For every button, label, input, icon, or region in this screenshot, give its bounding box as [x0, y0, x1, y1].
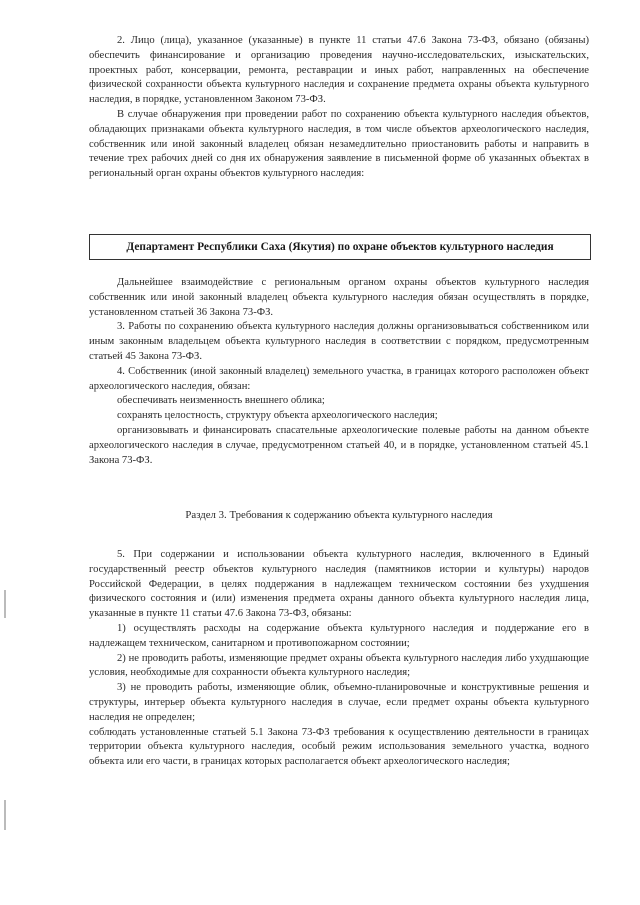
department-name: Департамент Республики Саха (Якутия) по охране объектов культурного наследия [126, 241, 554, 253]
paragraph-4-item-1: обеспечивать неизменность внешнего облика; [117, 395, 325, 407]
paragraph-interaction: Дальнейшее взаимодействие с региональным органом охраны объектов культурного наследия собственник или иной законный владелец объекта культурного наследия обязан осуществлять в порядке, установленном статьей 36 Закона 73-ФЗ. [89, 277, 589, 318]
paragraph-4-item-3: организовывать и финансировать спасательные археологические полевые работы на данном объекте археологического наследия в случае, предусмотренном статьей 40, и в порядке, установленном статьей 45.1 Закона 73-ФЗ. [89, 424, 589, 466]
scan-edge-mark [4, 590, 6, 618]
paragraph-5-item-2: 2) не проводить работы, изменяющие предмет охраны объекта культурного наследия либо ухудшающие условия, необходимые для сохранности объекта культурного наследия; [89, 652, 589, 679]
department-box [89, 234, 591, 260]
text-block-middle [89, 276, 589, 468]
paragraph-2: 2. Лицо (лица), указанное (указанные) в пункте 11 статьи 47.6 Закона 73-ФЗ, обязано (обязаны) обеспечить финансирование и организацию проведения научно-исследовательских, изыскательских, проектных работ, консервации, ремонта, реставрации и иных работ, направленных на обеспечение физической сохранности объекта культурного наследия и сохранение предмета охраны объекта культурного наследия, в порядке, установленном Законом 73-ФЗ. [89, 35, 589, 106]
paragraph-discovery: В случае обнаружения при проведении работ по сохранению объекта культурного наследия объектов, обладающих признаками объекта культурного наследия, в том числе объектов археологического наследия, собственник или иной законный владелец обязан незамедлительно приостановить работы и направить в течение трех рабочих дней со дня их обнаружения заявление в письменной форме об указанных объектах в региональный орган охраны объектов культурного наследия: [89, 108, 589, 180]
section-3-title: Раздел 3. Требования к содержанию объекта культурного наследия [185, 509, 493, 521]
paragraph-3: 3. Работы по сохранению объекта культурного наследия должны организовываться собственником или иным законным владельцем объекта культурного наследия в соответствии с порядком, предусмотренным статьей 45 Закона 73-ФЗ. [89, 321, 589, 362]
paragraph-5-item-1: 1) осуществлять расходы на содержание объекта культурного наследия и поддержание его в надлежащем техническом, санитарном и противопожарном состоянии; [89, 622, 589, 649]
scan-edge-mark [4, 800, 6, 830]
text-block-bottom [89, 548, 589, 770]
paragraph-5-item-4: соблюдать установленные статьей 5.1 Закона 73-ФЗ требования к осуществлению деятельности в границах территории объекта культурного наследия, особый режим использования земельного участка, водного объекта или его части, в границах которых располагается объект археологического наследия; [89, 726, 589, 768]
paragraph-4: 4. Собственник (иной законный владелец) земельного участка, в границах которого расположен объект археологического наследия, обязан: [89, 365, 589, 392]
paragraph-4-item-2: сохранять целостность, структуру объекта археологического наследия; [117, 410, 438, 422]
paragraph-5: 5. При содержании и использовании объекта культурного наследия, включенного в Единый государственный реестр объектов культурного наследия (памятников истории и культуры) народов Российской Федерации, в целях поддержания в надлежащем техническом состоянии без ухудшения физического состояния и (или) изменения предмета охраны данного объекта культурного наследия лица, указанные в пункте 11 статьи 47.6 Закона 73-ФЗ, обязаны: [89, 549, 589, 620]
paragraph-5-item-3: 3) не проводить работы, изменяющие облик, объемно-планировочные и конструктивные решения и структуры, интерьер объекта культурного наследия в случае, если предмет охраны объекта культурного наследия не определен; [89, 682, 589, 723]
text-block-top [89, 34, 589, 182]
